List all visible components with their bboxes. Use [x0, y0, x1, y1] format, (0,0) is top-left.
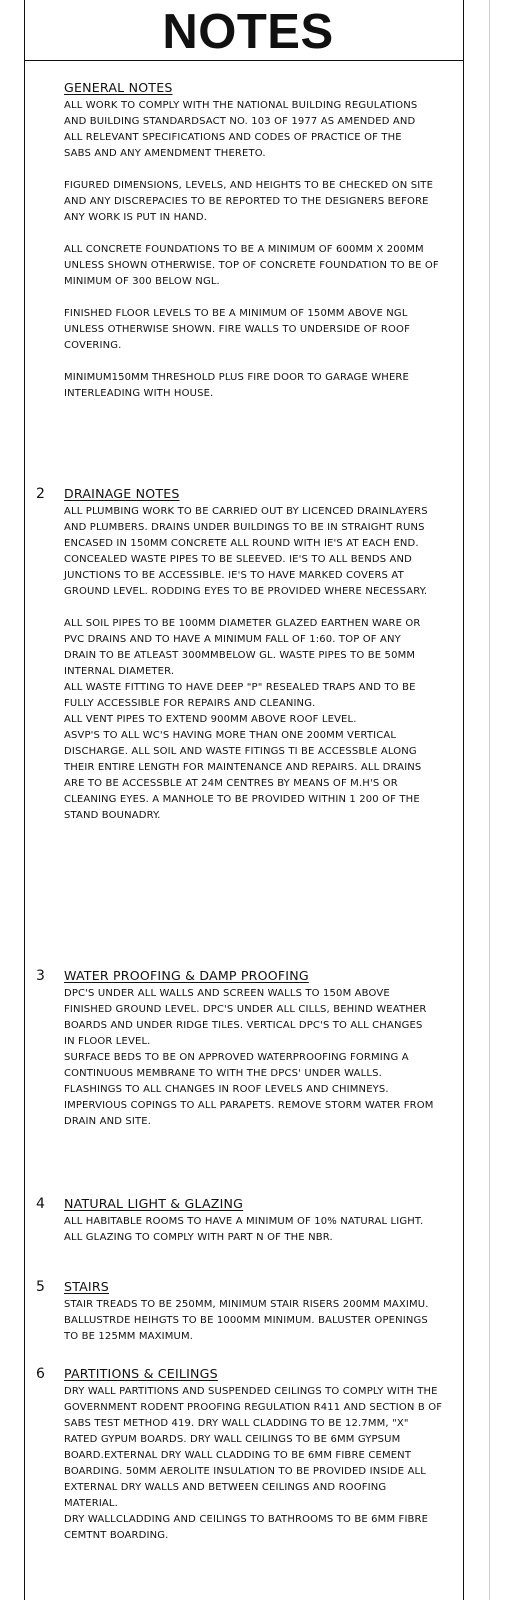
note-line: ALL WORK TO COMPLY WITH THE NATIONAL BUILDING REGULATIONS: [64, 100, 418, 111]
note-line: AND ANY DISCREPACIES TO BE REPORTED TO THE DESIGNERS BEFORE: [64, 196, 429, 207]
sheet-border-left: [24, 0, 25, 1600]
note-line: STAND BOUNADRY.: [64, 810, 161, 821]
paragraph-gap: [64, 600, 484, 616]
note-line: BOARDING. 50MM AEROLITE INSULATION TO BE PROVIDED INSIDE ALL: [64, 1466, 427, 1477]
note-line: TO BE 125MM MAXIMUM.: [64, 1331, 194, 1342]
note-line: GROUND LEVEL. RODDING EYES TO BE PROVIDED WHERE NECESSARY.: [64, 586, 428, 597]
paragraph-gap: [64, 162, 484, 178]
note-line: CONTINUOUS MEMBRANE TO WITH THE DPCS' UNDER WALLS.: [64, 1068, 382, 1079]
page-title: NOTES: [162, 5, 334, 59]
section-number: 3: [36, 968, 45, 984]
note-line: ALL WASTE FITTING TO HAVE DEEP "P" RESEALED TRAPS AND TO BE: [64, 682, 416, 693]
note-line: UNLESS OTHERWISE SHOWN. FIRE WALLS TO UNDERSIDE OF ROOF: [64, 324, 410, 335]
note-line: ANY WORK IS PUT IN HAND.: [64, 212, 208, 223]
note-line: ALL RELEVANT SPECIFICATIONS AND CODES OF PRACTICE OF THE: [64, 132, 402, 143]
note-line: SABS TEST METHOD 419. DRY WALL CLADDING TO BE 12.7MM, "X": [64, 1418, 409, 1429]
note-line: DPC'S UNDER ALL WALLS AND SCREEN WALLS TO 150M ABOVE: [64, 988, 390, 999]
note-line: IN FLOOR LEVEL.: [64, 1036, 151, 1047]
note-line: AND PLUMBERS. DRAINS UNDER BUILDINGS TO BE IN STRAIGHT RUNS: [64, 522, 425, 533]
note-line: AND BUILDING STANDARDSACT NO. 103 OF 1977 AS AMENDED AND: [64, 116, 416, 127]
note-line: EXTERNAL DRY WALLS AND BETWEEN CEILINGS AND ROOFING: [64, 1482, 387, 1493]
note-line: MATERIAL.: [64, 1498, 118, 1509]
note-line: FIGURED DIMENSIONS, LEVELS, AND HEIGHTS TO BE CHECKED ON SITE: [64, 180, 434, 191]
note-line: FULLY ACCESSIBLE FOR REPAIRS AND CLEANING.: [64, 698, 316, 709]
note-line: SURFACE BEDS TO BE ON APPROVED WATERPROOFING FORMING A: [64, 1052, 409, 1063]
note-line: JUNCTIONS TO BE ACCESSIBLE. IE'S TO HAVE MARKED COVERS AT: [64, 570, 404, 581]
paragraph-gap: [64, 354, 484, 370]
section-body: [64, 504, 484, 824]
note-line: DISCHARGE. ALL SOIL AND WASTE FITINGS TI BE ACCESSBLE ALONG: [64, 746, 417, 757]
note-line: INTERLEADING WITH HOUSE.: [64, 388, 214, 399]
note-line: SABS AND ANY AMENDMENT THERETO.: [64, 148, 266, 159]
note-line: DRY WALL PARTITIONS AND SUSPENDED CEILINGS TO COMPLY WITH THE: [64, 1386, 438, 1397]
section-heading: DRAINAGE NOTES: [64, 486, 180, 501]
note-line: PVC DRAINS AND TO HAVE A MINIMUM FALL OF 1:60. TOP OF ANY: [64, 634, 401, 645]
note-line: THEIR ENTIRE LENGTH FOR MAINTENANCE AND REPAIRS. ALL DRAINS: [64, 762, 422, 773]
section-number: 4: [36, 1196, 45, 1212]
note-line: IMPERVIOUS COPINGS TO ALL PARAPETS. REMOVE STORM WATER FROM: [64, 1100, 434, 1111]
note-line: DRY WALLCLADDING AND CEILINGS TO BATHROOMS TO BE 6MM FIBRE: [64, 1514, 429, 1525]
section-body: [64, 1214, 484, 1246]
section-number: 5: [36, 1279, 45, 1295]
note-line: DRAIN AND SITE.: [64, 1116, 152, 1127]
paragraph-gap: [64, 226, 484, 242]
note-line: FINISHED FLOOR LEVELS TO BE A MINIMUM OF 150MM ABOVE NGL: [64, 308, 408, 319]
note-line: INTERNAL DIAMETER.: [64, 666, 175, 677]
page-edge-right: [489, 0, 490, 1600]
note-line: BALLUSTRDE HEIHGTS TO BE 1000MM MINIMUM. BALUSTER OPENINGS: [64, 1315, 428, 1326]
section-body: [64, 1297, 484, 1345]
note-line: ALL PLUMBING WORK TO BE CARRIED OUT BY LICENCED DRAINLAYERS: [64, 506, 428, 517]
section-body: [64, 98, 484, 402]
title-underline: [24, 60, 464, 61]
section-heading: WATER PROOFING & DAMP PROOFING: [64, 968, 309, 983]
note-line: RATED GYPUM BOARDS. DRY WALL CEILINGS TO BE 6MM GYPSUM: [64, 1434, 401, 1445]
note-line: DRAIN TO BE ATLEAST 300MMBELOW GL. WASTE PIPES TO BE 50MM: [64, 650, 416, 661]
note-line: BOARD.EXTERNAL DRY WALL CLADDING TO BE 6MM FIBRE CEMENT: [64, 1450, 412, 1461]
note-line: ALL VENT PIPES TO EXTEND 900MM ABOVE ROOF LEVEL.: [64, 714, 357, 725]
note-line: CONCEALED WASTE PIPES TO BE SLEEVED. IE'S TO ALL BENDS AND: [64, 554, 412, 565]
section-heading: PARTITIONS & CEILINGS: [64, 1366, 218, 1381]
note-line: CEMTNT BOARDING.: [64, 1530, 169, 1541]
section-number: 2: [36, 486, 45, 502]
note-line: FINISHED GROUND LEVEL. DPC'S UNDER ALL CILLS, BEHIND WEATHER: [64, 1004, 427, 1015]
note-line: ALL SOIL PIPES TO BE 100MM DIAMETER GLAZED EARTHEN WARE OR: [64, 618, 421, 629]
note-line: UNLESS SHOWN OTHERWISE. TOP OF CONCRETE FOUNDATION TO BE OF: [64, 260, 439, 271]
note-line: COVERING.: [64, 340, 122, 351]
note-line: BOARDS AND UNDER RIDGE TILES. VERTICAL DPC'S TO ALL CHANGES: [64, 1020, 423, 1031]
note-line: STAIR TREADS TO BE 250MM, MINIMUM STAIR RISERS 200MM MAXIMU.: [64, 1299, 429, 1310]
note-line: MINIMUM150MM THRESHOLD PLUS FIRE DOOR TO GARAGE WHERE: [64, 372, 409, 383]
note-line: ASVP'S TO ALL WC'S HAVING MORE THAN ONE 200MM VERTICAL: [64, 730, 397, 741]
note-line: GOVERNMENT RODENT PROOFING REGULATION R411 AND SECTION B OF: [64, 1402, 443, 1413]
note-line: FLASHINGS TO ALL CHANGES IN ROOF LEVELS AND CHIMNEYS.: [64, 1084, 389, 1095]
note-line: ALL GLAZING TO COMPLY WITH PART N OF THE NBR.: [64, 1232, 333, 1243]
section-number: 6: [36, 1366, 45, 1382]
note-line: CLEANING EYES. A MANHOLE TO BE PROVIDED WITHIN 1 200 OF THE: [64, 794, 420, 805]
note-line: MINIMUM OF 300 BELOW NGL.: [64, 276, 220, 287]
note-line: ENCASED IN 150MM CONCRETE ALL ROUND WITH IE'S AT EACH END.: [64, 538, 419, 549]
section-heading: NATURAL LIGHT & GLAZING: [64, 1196, 244, 1211]
section-heading: STAIRS: [64, 1279, 109, 1294]
section-heading: GENERAL NOTES: [64, 80, 173, 95]
note-line: ALL CONCRETE FOUNDATIONS TO BE A MINIMUM OF 600MM X 200MM: [64, 244, 424, 255]
note-line: ARE TO BE ACCESSBLE AT 24M CENTRES BY MEANS OF M.H'S OR: [64, 778, 398, 789]
note-line: ALL HABITABLE ROOMS TO HAVE A MINIMUM OF 10% NATURAL LIGHT.: [64, 1216, 424, 1227]
section-body: [64, 986, 484, 1130]
section-body: [64, 1384, 484, 1544]
paragraph-gap: [64, 290, 484, 306]
